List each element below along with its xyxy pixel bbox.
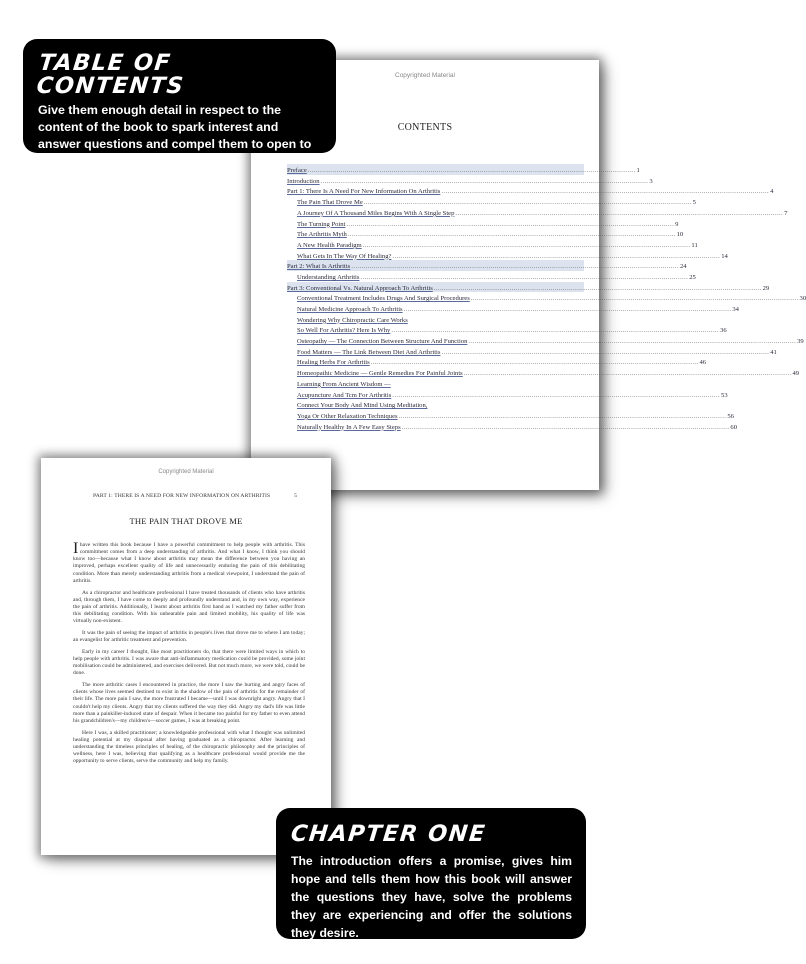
toc-leader-dots: ................................................................................................................................................................ [398,412,727,420]
toc-entry-page: 5 [692,199,696,207]
copyright-notice: Copyrighted Material [395,72,455,79]
callout-heading: CHAPTER ONE [289,821,488,847]
toc-entry-label: Natural Medicine Approach To Arthritis [297,306,403,314]
body-paragraph: Early in my career I thought, like most practitioners do, that there were limited ways in which to help people with arthritis. I was aware that anti-inflammatory medication could be provided, some joint mobilisation could be administered, and exercises delivered. But not much more, we were told, could be done. [73,648,305,677]
toc-leader-dots: ................................................................................................................................................................ [392,252,721,260]
toc-entry-page: 1 [636,167,640,175]
toc-entry-label: Healing Herbs For Arthritis [297,359,370,367]
toc-leader-dots: ................................................................................................................................................................ [468,338,797,346]
toc-entry[interactable] [287,421,737,432]
toc-leader-dots: ................................................................................................................................................................ [360,273,689,281]
toc-leader-dots: ................................................................................................................................................................ [441,188,770,196]
toc-entry-page: 29 [762,284,770,292]
toc-entry[interactable] [287,303,739,314]
toc-entry[interactable] [287,271,696,282]
callout-heading: TABLE OF CONTENTS [35,50,186,99]
toc-leader-dots: ................................................................................................................................................................ [351,263,679,271]
toc-entry-label: Conventional Treatment Includes Drugs And Surgical Procedures [297,295,470,303]
toc-entry-page: 39 [797,338,804,346]
toc-entry[interactable] [287,388,728,399]
body-paragraph: As a chiropractor and healthcare professional I have treated thousands of clients who have arthritis and, through them, I have come to deeply and profoundly understand and, in my own way, experience the pain of arthritis. Additionally, I learnt about arthritis first hand as I watched my father suffer from this debilitating condition. With his unbearable pain and limited mobility, his quality of life was virtually non-existent. [73,589,305,625]
toc-leader-dots: ................................................................................................................................................................ [392,391,721,399]
toc-entry-page: 60 [730,423,737,431]
toc-entry-label: The Arthritis Myth [297,231,347,239]
toc-entry-page: 34 [732,306,739,314]
contents-heading: CONTENTS [397,122,453,133]
toc-entry-label: Part 1: There Is A Need For New Information On Arthritis [287,188,441,196]
toc-leader-dots: ................................................................................................................................................................ [463,370,792,378]
body-paragraph: It was the pain of seeing the impact of arthritis in people's lives that drove me to where I am today; an evangelist for arthritic treatment and prevention. [73,629,305,644]
chapter-callout [276,808,586,939]
toc-entry[interactable] [287,314,584,325]
toc-list [287,164,806,431]
toc-entry-label: Naturally Healthy In A Few Easy Steps [297,423,401,431]
toc-entry-label: Preface [287,167,307,175]
toc-entry-page: 30 [799,295,806,303]
toc-entry-label: So Well For Arthritis? Here Is Why [297,327,391,335]
chapter-body [73,542,305,770]
toc-entry-label: Introduction [287,177,320,185]
toc-callout [23,39,336,168]
toc-entry[interactable] [287,346,777,357]
paragraph-text: have written this book because I have a powerful commitment to help people with arthritis. This commitment comes from a deep understanding of arthritis. And what I know, I think you should know too—because what I know about arthritis may mean the difference between you having an improved, perhaps excellent quality of life and unnecessarily enduring the pain of this debilitating condition. More than merely understanding arthritis from a medical viewpoint, I understand the pain of arthritis. [73,542,305,584]
toc-leader-dots: ................................................................................................................................................................ [346,220,675,228]
drop-cap: I [73,540,79,557]
toc-entry[interactable] [287,185,774,196]
toc-entry[interactable] [287,196,696,207]
toc-entry-page: 10 [676,231,684,239]
toc-leader-dots: ................................................................................................................................................................ [455,209,784,217]
body-paragraph: The more arthritic cases I encountered in practice, the more I saw the hurting and angry faces of clients whose lives seemed destined to exist in the shadow of the pain of arthritis for the remainder of their life. The more pain I saw, the more frustrated I became—until I was downright angry. Angry that I couldn't help my clients. Angry that my clients suffered the way they did. Angry my dad's life was little more than a painkiller-induced state of despair. When it became too painful for my father to even attend his grandchildren's—my children's—soccer games, I was at breaking point. [73,682,305,724]
running-head-text: PART 1: THERE IS A NEED FOR NEW INFORMATION ON ARTHRITIS [93,493,271,499]
toc-leader-dots: ................................................................................................................................................................ [370,359,699,367]
toc-entry-label: Connect Your Body And Mind Using Meditation, [297,402,428,410]
toc-leader-dots: ................................................................................................................................................................ [307,167,636,175]
toc-entry-page: 3 [649,177,653,185]
toc-entry-label: Food Matters — The Link Between Diet And Arthritis [297,348,441,356]
toc-leader-dots: ................................................................................................................................................................ [470,295,799,303]
toc-entry[interactable] [287,324,727,335]
toc-entry-label: Wondering Why Chiropractic Care Works [297,316,408,324]
toc-entry-label: A Journey Of A Thousand Miles Begins With A Single Step [297,209,455,217]
toc-leader-dots: ................................................................................................................................................................ [347,231,676,239]
toc-entry-label: Yoga Or Other Relaxation Techniques [297,412,398,420]
toc-entry-label: Part 3: Conventional Vs. Natural Approach To Arthritis [287,284,433,292]
toc-entry-page: 46 [699,359,707,367]
toc-entry-label: A New Health Paradigm [297,241,362,249]
chapter-page [41,458,331,855]
toc-leader-dots: ................................................................................................................................................................ [391,327,720,335]
running-head [93,493,297,499]
toc-entry[interactable] [287,356,707,367]
toc-entry[interactable] [287,207,788,218]
toc-entry[interactable] [287,335,804,346]
callout-text: The introduction offers a promise, gives him hope and tells them how this book will answer the questions they have, solve the problems they are experiencing and offer the solutions they desire. [291,853,572,940]
toc-leader-dots: ................................................................................................................................................................ [320,177,649,185]
toc-leader-dots: ................................................................................................................................................................ [403,306,732,314]
callout-text: Give them enough detail in respect to the content of the book to spark interest and answer questions and compel them to open to the introduction. [38,103,312,168]
toc-entry-label: What Gets In The Way Of Healing? [297,252,392,260]
toc-entry-page: 56 [727,412,734,420]
toc-entry[interactable] [287,239,698,250]
toc-entry-page: 24 [680,263,687,271]
toc-entry-label: Homeopathic Medicine — Gentle Remedies For Painful Joints [297,370,463,378]
body-paragraph: Here I was, a skilled practitioner; a knowledgeable professional with what I thought was unlimited healing potential at my disposal after having graduated as a chiropractor. After learning and understanding the timeless principles of healing, of the chiropractic philosophy and the principles of wellness, here I was, believing that qualifying as a healthcare professional would provide me the opportunity to serve clients, serve the community and help my family. [73,729,305,765]
body-paragraph [73,542,305,585]
toc-entry[interactable] [287,217,679,228]
toc-entry-page: 11 [691,241,698,249]
toc-entry-page: 41 [770,348,777,356]
toc-entry[interactable] [287,250,728,261]
toc-entry[interactable] [287,175,653,186]
toc-entry[interactable] [287,260,687,271]
toc-entry-page: 7 [784,209,788,217]
toc-entry-page: 25 [689,273,696,281]
toc-entry-label: Understanding Arthritis [297,273,360,281]
toc-entry-page: 53 [721,391,728,399]
toc-entry[interactable] [287,378,584,389]
chapter-title: THE PAIN THAT DROVE ME [129,516,243,526]
toc-entry-label: Acupuncture And Tcm For Arthritis [297,391,392,399]
toc-entry[interactable] [287,282,770,293]
toc-entry-page: 9 [675,220,679,228]
toc-entry[interactable] [287,228,684,239]
toc-leader-dots: ................................................................................................................................................................ [363,199,692,207]
toc-entry[interactable] [287,292,806,303]
toc-entry[interactable] [287,367,800,378]
toc-leader-dots: ................................................................................................................................................................ [401,423,730,431]
toc-entry-page: 4 [770,188,774,196]
toc-entry-label: The Turning Point [297,220,346,228]
toc-entry-page: 14 [721,252,728,260]
toc-entry[interactable] [287,399,584,410]
toc-entry-label: Learning From Ancient Wisdom — [297,380,391,388]
toc-entry[interactable] [287,164,640,175]
copyright-notice: Copyrighted Material [158,469,214,475]
toc-entry-page: 36 [720,327,727,335]
toc-entry-page: 49 [792,370,800,378]
toc-entry-label: Osteopathy — The Connection Between Structure And Function [297,338,468,346]
toc-entry-label: Part 2: What Is Arthritis [287,263,351,271]
toc-leader-dots: ................................................................................................................................................................ [362,241,691,249]
toc-entry-label: The Pain That Drove Me [297,199,363,207]
toc-entry[interactable] [287,410,734,421]
toc-leader-dots: ................................................................................................................................................................ [441,348,770,356]
page-number: 5 [294,493,297,499]
toc-leader-dots: ................................................................................................................................................................ [433,284,762,292]
